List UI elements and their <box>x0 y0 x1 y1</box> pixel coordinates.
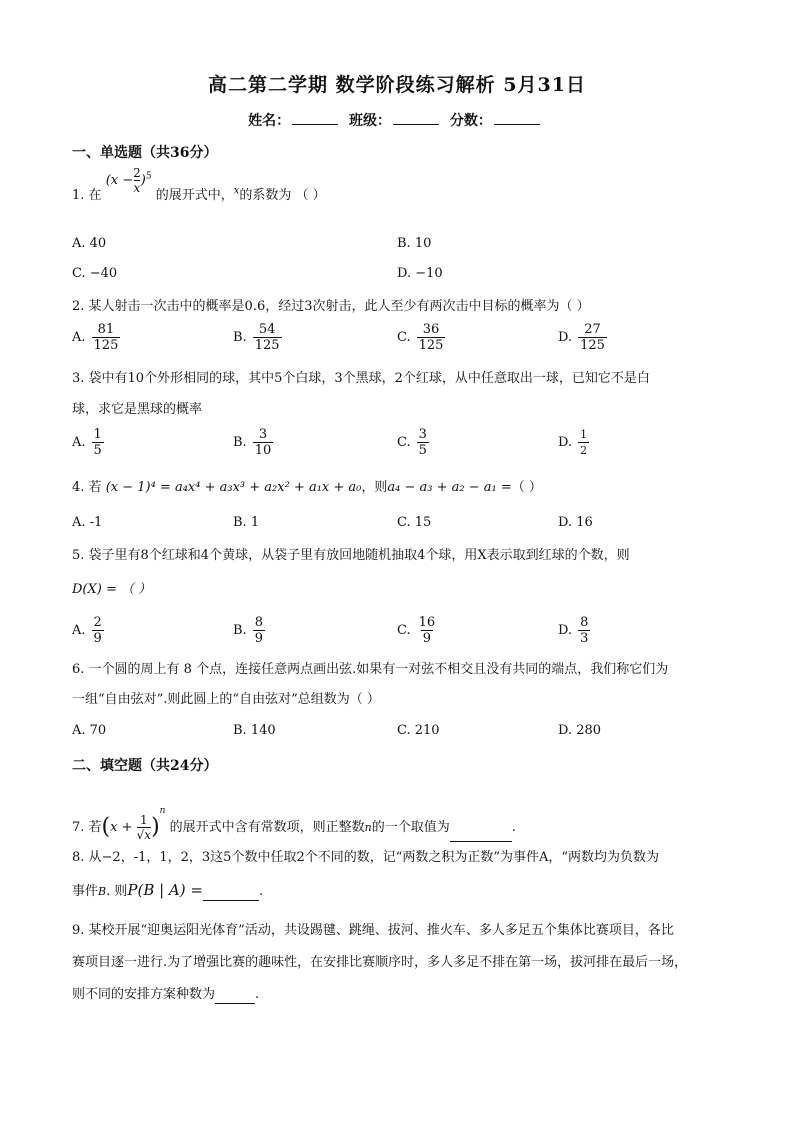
question-8-line1: 8. 从−2，-1，1，2，3这5个数中任取2个不同的数，记“两数之积为正数”为事件A，“两数均为负数为 <box>72 850 660 865</box>
q4-equation: (x − 1)⁴ = a₄x⁴ + a₃x³ + a₂x² + a₁x + a₀ <box>105 480 362 495</box>
q4-option-a[interactable]: A. -1 <box>72 515 103 530</box>
q9-line3-text: 则不同的安排方案种数为 <box>72 987 216 1002</box>
question-4 <box>72 479 542 497</box>
question-3-line2: 球，求它是黑球的概率 <box>72 402 203 417</box>
name-blank[interactable] <box>292 122 338 125</box>
question-5-line1: 5. 袋子里有8个红球和4个黄球，从袋子里有放回地随机抽取4个球，用X表示取到红球的个数，则 <box>72 548 630 563</box>
class-blank[interactable] <box>393 122 439 125</box>
q8-answer-blank[interactable] <box>203 886 259 901</box>
q4-option-c[interactable]: C. 15 <box>397 515 432 530</box>
question-9-line1: 9. 某校开展“迎奥运阳光体育”活动，共设踢毽、跳绳、拔河、推火车、多人多足五个集体比赛项目，各比 <box>72 923 674 938</box>
question-6-line1: 6. 一个圆的周上有 8 个点，连接任意两点画出弦.如果有一对弦不相交且没有共同的端点，我们称它们为 <box>72 662 669 677</box>
q4-mid: ，则 <box>361 480 388 495</box>
q1-option-a[interactable]: A. 40 <box>72 236 107 251</box>
q2-option-c[interactable]: C. $\frac{36}{125}$ <box>397 322 444 353</box>
q3-option-c[interactable]: C. $\frac{3}{5}$ <box>397 427 427 458</box>
page-title: 高二第二学期 数学阶段练习解析 5月31日 <box>208 74 586 96</box>
question-1 <box>72 166 326 205</box>
q7-suffix: 的展开式中含有常数项，则正整数 <box>169 820 365 835</box>
question-3-line1: 3. 袋中有10个外形相同的球，其中5个白球，3个黑球，2个红球，从中任意取出一球，已知它不是白 <box>72 371 650 386</box>
q3-option-b[interactable]: B. $\frac{3}{10}$ <box>233 427 272 458</box>
q4-expression: a₄ − a₃ + a₂ − a₁ = <box>387 480 512 495</box>
section-heading-single-choice: 一、单选题（共36分） <box>72 145 218 161</box>
q4-option-b[interactable]: B. 1 <box>233 515 260 530</box>
q3-option-d[interactable]: D. $\frac{1}{2}$ <box>558 428 588 457</box>
section-heading-fill-in: 二、填空题（共24分） <box>72 758 218 774</box>
class-label: 班级： <box>349 113 391 129</box>
q6-option-d[interactable]: D. 280 <box>558 723 602 738</box>
q9-tail: . <box>255 987 260 1002</box>
q2-option-d[interactable]: D. $\frac{27}{125}$ <box>558 322 605 353</box>
q1-option-c[interactable]: C. −40 <box>72 266 118 281</box>
q6-option-b[interactable]: B. 140 <box>233 723 276 738</box>
question-5-line2: D(X) = （ ） <box>72 582 152 597</box>
q4-tail: （ ） <box>511 480 542 495</box>
q9-answer-blank[interactable] <box>215 989 255 1004</box>
q4-option-d[interactable]: D. 16 <box>558 515 593 530</box>
q1-tail: 的系数为 （ ） <box>239 188 326 203</box>
q7-tail: 的一个取值为 <box>371 820 450 835</box>
question-2: 2. 某人射击一次击中的概率是0.6，经过3次射击，此人至少有两次击中目标的概率为（ ） <box>72 299 590 314</box>
question-9-line2: 赛项目逐一进行.为了增强比赛的趣味性，在安排比赛顺序时，多人多足不排在第一场，拔河排在最后一场， <box>72 955 688 970</box>
question-8-line2 <box>72 881 263 901</box>
score-blank[interactable] <box>494 122 540 125</box>
q1-expression: (x − $\frac{2}{x}$ )$^5$ <box>105 166 152 195</box>
q5-option-d[interactable]: D. $\frac{8}{3}$ <box>558 615 589 646</box>
q7-answer-blank[interactable] <box>450 827 512 842</box>
q7-prefix: 7. 若 <box>72 820 102 835</box>
question-7: 7. 若(x + $\frac{1}{√x}$ )$^n$ 的展开式中含有常数项，则正整数n的一个取值为 . <box>72 806 516 842</box>
score-label: 分数： <box>449 113 492 129</box>
q5-option-b[interactable]: B. $\frac{8}{9}$ <box>233 615 263 646</box>
q7-var: n <box>364 821 372 834</box>
name-label: 姓名： <box>248 113 291 129</box>
q6-option-c[interactable]: C. 210 <box>397 723 440 738</box>
q8-var: B <box>98 885 107 898</box>
q1-suffix: 的展开式中， <box>155 188 234 203</box>
q8-expression: P(B | A) = <box>127 881 203 899</box>
q7-expression: (x + $\frac{1}{√x}$ )$^n$ <box>101 806 166 842</box>
q4-prefix: 4. 若 <box>72 480 102 495</box>
q5-option-c[interactable]: C. $\frac{16}{9}$ <box>397 615 436 646</box>
q8-tail: . <box>258 884 264 899</box>
q2-option-b[interactable]: B. $\frac{54}{125}$ <box>233 322 280 353</box>
q1-option-d[interactable]: D. −10 <box>397 266 443 281</box>
q8-mid: . 则 <box>106 884 128 899</box>
q5-option-a[interactable]: A. $\frac{2}{9}$ <box>72 615 102 646</box>
question-9-line3 <box>72 986 259 1004</box>
q2-option-a[interactable]: A. $\frac{81}{125}$ <box>72 322 119 353</box>
q8-prefix: 事件 <box>72 884 99 899</box>
q1-prefix: 1. 在 <box>72 188 102 203</box>
q3-option-a[interactable]: A. $\frac{1}{5}$ <box>72 427 102 458</box>
question-6-line2: 一组“自由弦对”.则此圆上的“自由弦对”总组数为（ ） <box>72 692 380 707</box>
student-info-line <box>0 110 794 130</box>
q6-option-a[interactable]: A. 70 <box>72 723 107 738</box>
q1-option-b[interactable]: B. 10 <box>397 236 432 251</box>
q1-var: x <box>233 185 240 197</box>
